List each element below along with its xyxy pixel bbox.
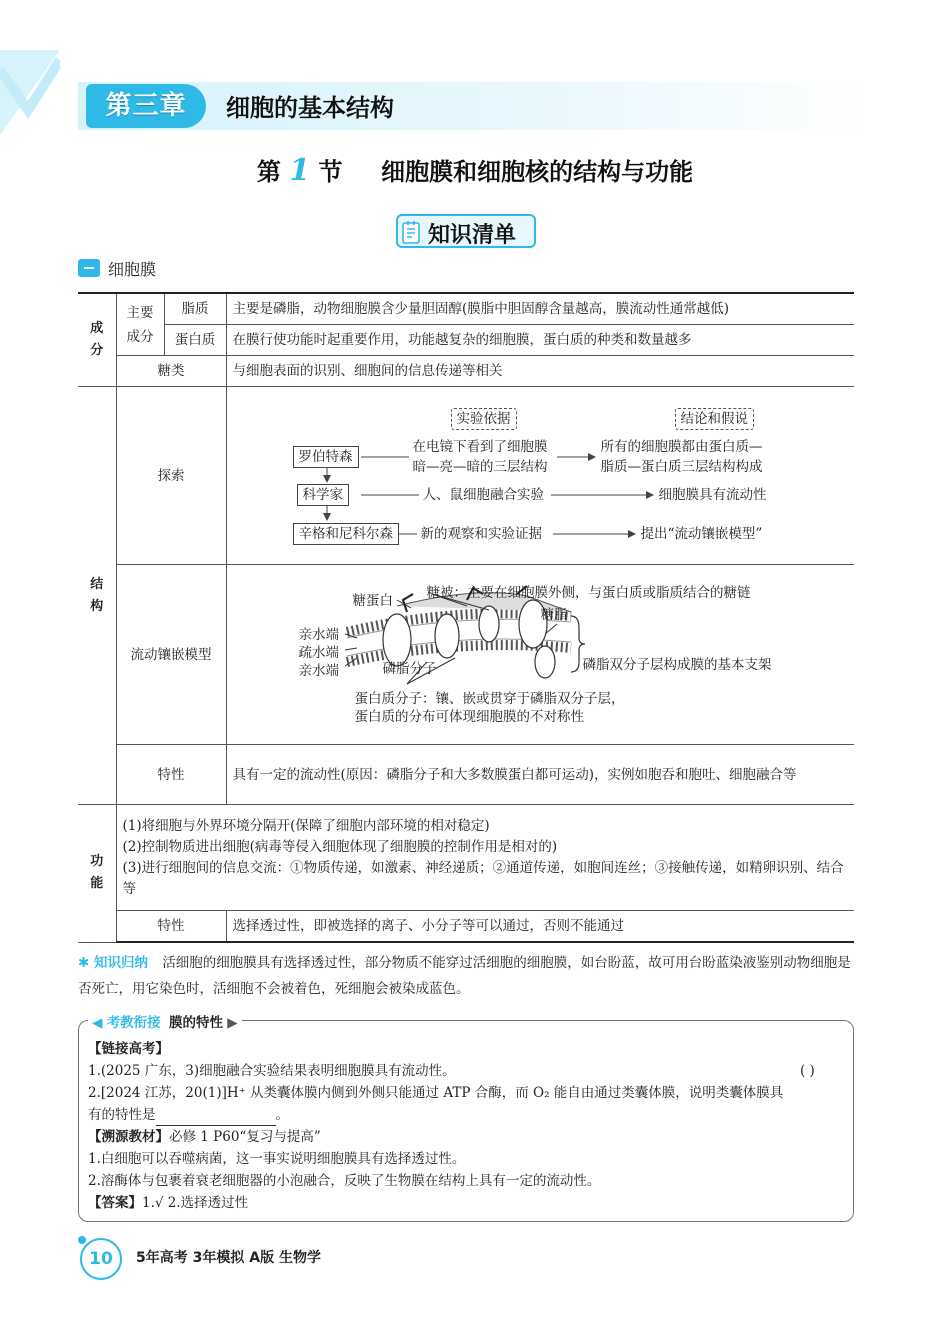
structure-property-label: 特性 xyxy=(116,745,226,805)
hydrophilic-top-label: 亲水端 xyxy=(298,626,339,643)
section-name: 细胞膜和细胞核的结构与功能 xyxy=(381,157,694,186)
conclusion2: 细胞膜具有流动性 xyxy=(658,486,767,503)
subsection-label: 细胞膜 xyxy=(108,260,157,279)
notepad-icon xyxy=(400,219,424,245)
exam-question-1: 1.(2025 广东，3)细胞融合实验结果表明细胞膜具有流动性。 xyxy=(88,1063,456,1079)
sugar-label: 糖类 xyxy=(116,356,226,387)
bilayer-label: 磷脂双分子层构成膜的基本支架 xyxy=(582,656,772,673)
answer-paren[interactable]: ( ) xyxy=(800,1063,815,1079)
main-components-label: 主要成分 xyxy=(116,293,164,356)
answer-blank[interactable] xyxy=(156,1110,276,1126)
explore-diagram xyxy=(227,388,855,564)
sugar-text: 与细胞表面的识别、细胞间的信息传递等相关 xyxy=(226,356,854,387)
structure-property-text: 具有一定的流动性(原因：磷脂分子和大多数膜蛋白都可运动)，实例如胞吞和胞吐、细胞融合等 xyxy=(226,745,854,805)
exam-link-tab: ◀ 考教衔接 膜的特性 ▶ xyxy=(88,1011,242,1031)
function-property-text: 选择透过性，即被选择的离子、小分子等可以通过，否则不能通过 xyxy=(226,911,854,943)
conclusion-column-label: 结论和假说 xyxy=(675,408,755,430)
function-item-3: (3)进行细胞间的信息交流：①物质传递，如激素、神经递质；②通道传递，如胞间连丝；③接触传递，如精卵识别、结合等 xyxy=(122,859,844,897)
chapter-title: 细胞的基本结构 xyxy=(226,94,394,122)
section-prefix: 第 xyxy=(256,157,281,186)
book-title: 5年高考 3年模拟 A版 生物学 xyxy=(136,1250,321,1266)
conclusion3: 提出“流动镶嵌模型” xyxy=(640,525,763,542)
conclusion1-line2: 脂质—蛋白质三层结构构成 xyxy=(600,458,763,475)
evidence1-line1: 在电镜下看到了细胞膜 xyxy=(412,438,548,455)
exam-question-2-cont: 有的特性是 。 xyxy=(88,1104,289,1126)
membrane-table xyxy=(78,292,854,943)
hydrophobic-label: 疏水端 xyxy=(298,644,339,661)
conclusion1-line1: 所有的细胞膜都由蛋白质— xyxy=(600,438,763,455)
explore-label: 探索 xyxy=(116,387,226,565)
textbook-source: 【溯源教材】必修 1 P60“复习与提高” xyxy=(88,1129,321,1145)
section-title xyxy=(0,152,950,188)
evidence1-line2: 暗—亮—暗的三层结构 xyxy=(412,458,548,475)
scientist-robertson: 罗伯特森 xyxy=(293,446,359,468)
exam-question-2: 2.[2024 江苏，20(1)]H⁺ 从类囊体膜内侧到外侧只能通过 ATP 合酶，而 O₂ 能自由通过类囊体膜，说明类囊体膜具 xyxy=(88,1085,784,1101)
exam-link-tag: 考教衔接 xyxy=(106,1015,161,1031)
function-property-label: 特性 xyxy=(116,911,226,943)
function-item-2: (2)控制物质进出细胞(病毒等侵入细胞体现了细胞膜的控制作用是相对的) xyxy=(122,838,558,855)
phospholipid-label: 磷脂分子 xyxy=(382,660,437,677)
knowledge-badge xyxy=(396,214,536,248)
answer-line: 【答案】1.√ 2.选择透过性 xyxy=(88,1195,249,1211)
link-exam-heading: 【链接高考】 xyxy=(88,1041,169,1057)
glycocalyx-label: 糖被：主要在细胞膜外侧，与蛋白质或脂质结合的糖链 xyxy=(426,584,751,601)
knowledge-label: 知识清单 xyxy=(428,223,517,248)
category-function: 功能 xyxy=(78,805,116,943)
lipid-label: 脂质 xyxy=(164,293,226,325)
evidence2: 人、鼠细胞融合实验 xyxy=(422,486,544,503)
glycolipid-label: 糖脂 xyxy=(540,606,568,623)
protein-label: 蛋白质 xyxy=(164,325,226,356)
glycoprotein-label: 糖蛋白 xyxy=(352,592,393,609)
protein-note-line1: 蛋白质分子：镶、嵌或贯穿于磷脂双分子层， xyxy=(354,690,625,707)
subsection-bar xyxy=(78,259,100,277)
chapter-badge: 第三章 xyxy=(86,84,206,128)
section-suffix: 节 xyxy=(318,157,343,186)
hydrophilic-bottom-label: 亲水端 xyxy=(298,662,339,679)
category-composition: 成分 xyxy=(78,293,116,387)
corner-decoration xyxy=(0,50,60,140)
evidence3: 新的观察和实验证据 xyxy=(420,525,542,542)
scientist-generic: 科学家 xyxy=(297,484,350,506)
textbook-item-1: 1.白细胞可以吞噬病菌，这一事实说明细胞膜具有选择透过性。 xyxy=(88,1151,466,1167)
protein-text: 在膜行使功能时起重要作用，功能越复杂的细胞膜，蛋白质的种类和数量越多 xyxy=(226,325,854,356)
lipid-text: 主要是磷脂，动物细胞膜含少量胆固醇(膜脂中胆固醇含量越高，膜流动性通常越低) xyxy=(226,293,854,325)
summary-tag: ✱ 知识归纳 xyxy=(78,955,149,971)
scientist-singer-nicolson: 辛格和尼科尔森 xyxy=(293,523,400,545)
exam-link-topic: 膜的特性 xyxy=(168,1015,223,1031)
function-item-1: (1)将细胞与外界环境分隔开(保障了细胞内部环境的相对稳定) xyxy=(122,817,490,834)
section-number: 1 xyxy=(289,153,311,188)
model-label: 流动镶嵌模型 xyxy=(116,565,226,745)
textbook-item-2: 2.溶酶体与包裹着衰老细胞器的小泡融合，反映了生物膜在结构上具有一定的流动性。 xyxy=(88,1173,601,1189)
category-structure: 结构 xyxy=(78,387,116,805)
membrane-model-figure xyxy=(227,566,855,744)
knowledge-summary xyxy=(78,950,858,1002)
protein-note-line2: 蛋白质的分布可体现细胞膜的不对称性 xyxy=(354,708,584,725)
evidence-column-label: 实验依据 xyxy=(451,408,517,430)
summary-text: 活细胞的细胞膜具有选择透过性，部分物质不能穿过活细胞的细胞膜，如台盼蓝，故可用台盼蓝染液鉴别动物细胞是否死亡，用它染色时，活细胞不会被着色，死细胞会被染成蓝色。 xyxy=(78,955,851,997)
page-number: 10 xyxy=(80,1238,122,1280)
